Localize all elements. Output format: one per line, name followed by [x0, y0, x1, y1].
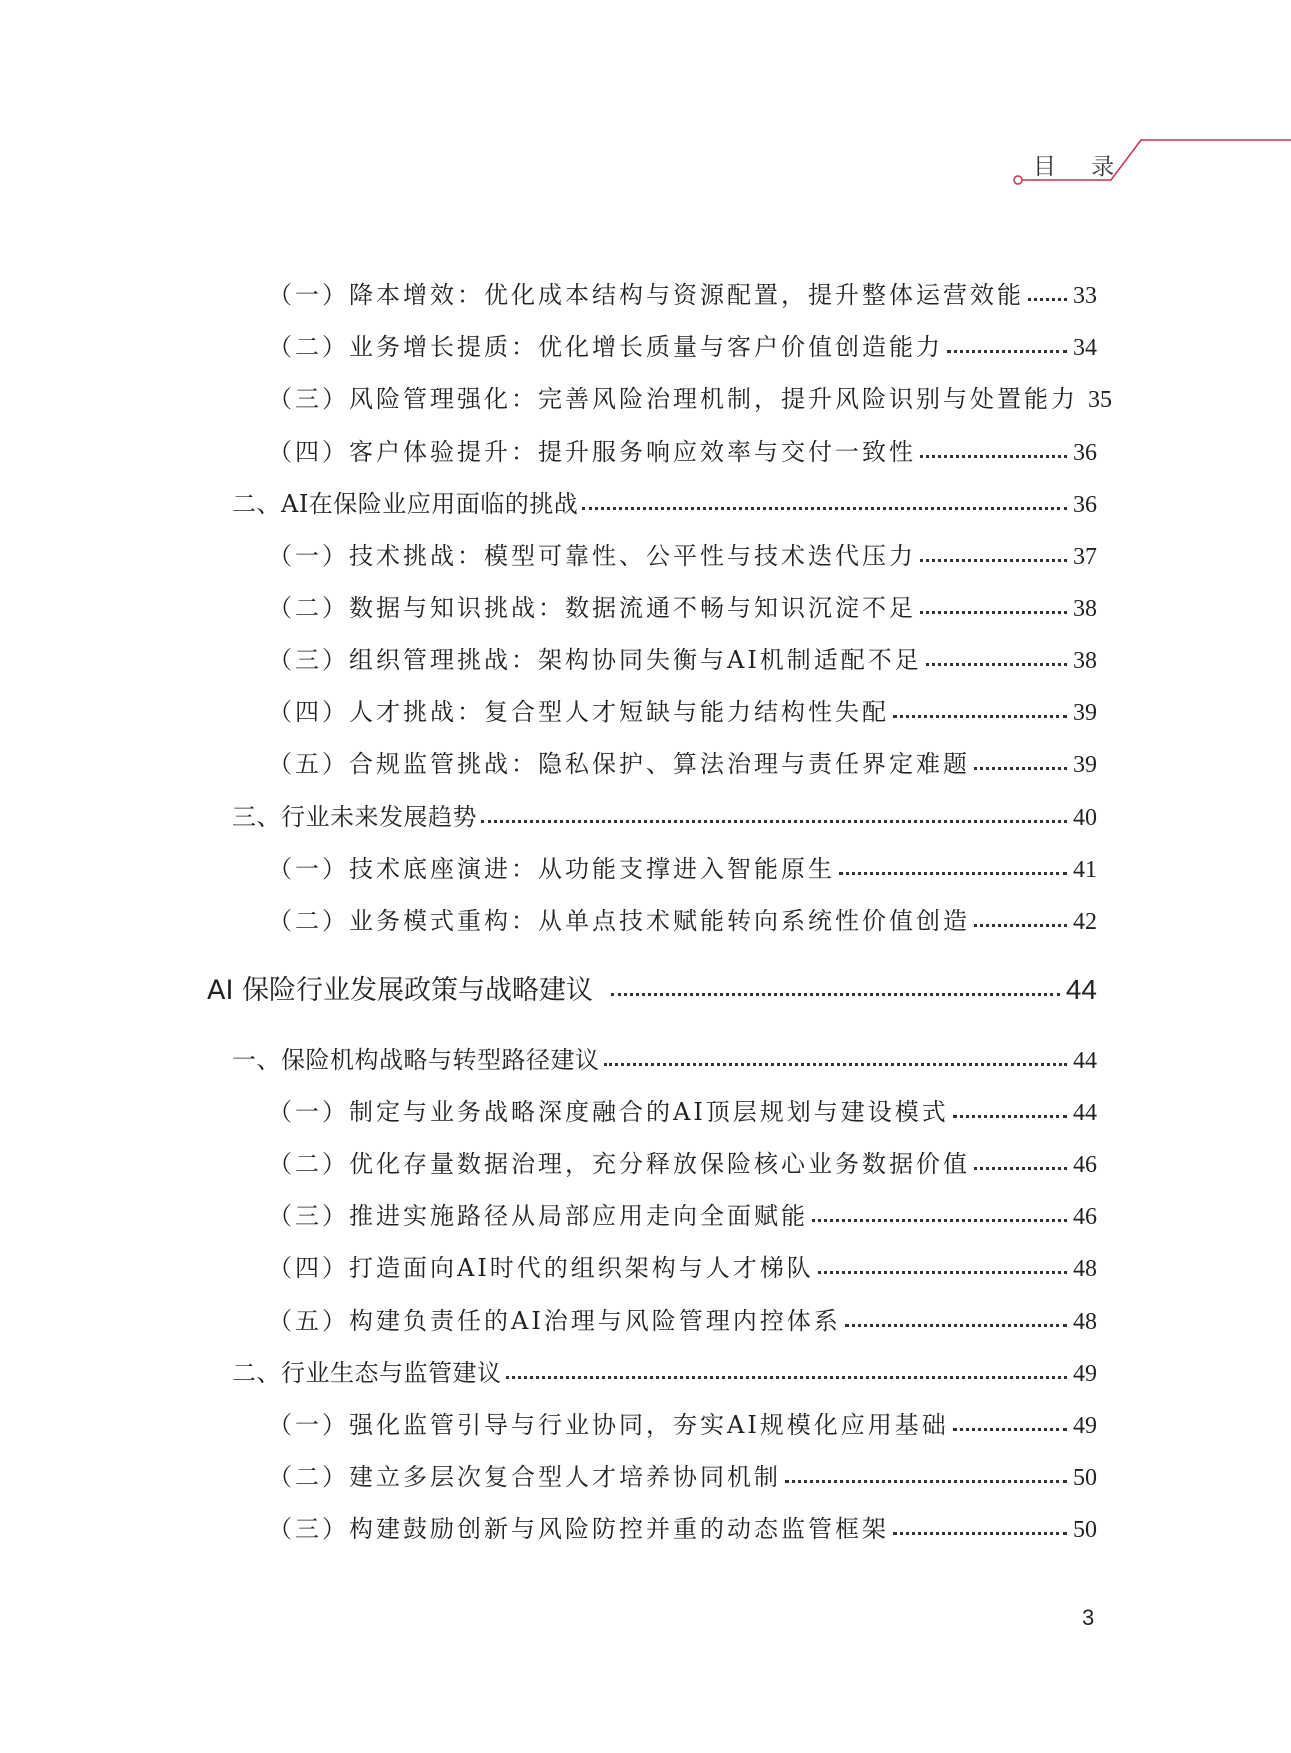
dot-leader: [974, 1167, 1067, 1170]
toc-page-number: 44: [1073, 1100, 1097, 1126]
toc-entry-title: （五）构建负责任的AI治理与风险管理内控体系: [268, 1307, 841, 1335]
toc-subsection[interactable]: [268, 697, 1097, 728]
toc-entry-title: （二）数据与知识挑战：数据流通不畅与知识沉淀不足: [268, 594, 916, 622]
toc-subsection[interactable]: [268, 854, 1097, 885]
dot-leader: [611, 993, 1060, 996]
dot-leader: [974, 924, 1067, 927]
toc-subsection[interactable]: [268, 749, 1097, 780]
toc-subsection[interactable]: [268, 645, 1097, 676]
toc-page-number: 50: [1073, 1517, 1097, 1543]
toc-subsection[interactable]: [268, 593, 1097, 624]
dot-leader: [893, 1532, 1067, 1535]
toc-chapter[interactable]: [207, 975, 1097, 1006]
header-title: 目 录: [1033, 154, 1129, 180]
toc-page-number: 38: [1073, 648, 1097, 674]
toc-subsection[interactable]: [268, 1097, 1097, 1128]
dot-leader: [812, 1219, 1067, 1222]
toc-subsection[interactable]: [268, 332, 1097, 363]
toc-entry-title: （二）优化存量数据治理，充分释放保险核心业务数据价值: [268, 1150, 970, 1178]
toc-page-number: 39: [1073, 700, 1097, 726]
dot-leader: [1028, 298, 1067, 301]
toc-entry-title: （三）组织管理挑战：架构协同失衡与AI机制适配不足: [268, 646, 922, 674]
dot-leader: [582, 507, 1067, 510]
toc-page-number: 34: [1073, 335, 1097, 361]
toc-entry-title: （二）业务增长提质：优化增长质量与客户价值创造能力: [268, 333, 943, 361]
toc-entry-title: （三）风险管理强化：完善风险治理机制，提升风险识别与处置能力: [268, 385, 1078, 413]
toc-entry-title: （五）合规监管挑战：隐私保护、算法治理与责任界定难题: [268, 750, 970, 778]
toc-entry-title: （一）强化监管引导与行业协同，夯实AI规模化应用基础: [268, 1411, 949, 1439]
toc-section[interactable]: [232, 1045, 1097, 1076]
dot-leader: [506, 1376, 1068, 1379]
toc-entry-title: 三、行业未来发展趋势: [232, 803, 477, 831]
toc-entry-title: AI 保险行业发展政策与战略建议: [207, 975, 594, 1006]
page-number: 3: [1082, 1605, 1095, 1630]
toc-page-number: 44: [1065, 974, 1097, 1005]
toc-entry-title: （三）构建鼓励创新与风险防控并重的动态监管框架: [268, 1515, 889, 1543]
toc-subsection[interactable]: [268, 1410, 1097, 1441]
dot-leader: [974, 767, 1067, 770]
toc-page-number: 48: [1073, 1256, 1097, 1282]
toc-subsection[interactable]: [268, 906, 1097, 937]
toc-entry-title: （四）人才挑战：复合型人才短缺与能力结构性失配: [268, 698, 889, 726]
toc-page-number: 37: [1073, 544, 1097, 570]
toc-section[interactable]: [232, 802, 1097, 833]
dot-leader: [845, 1324, 1067, 1327]
toc-subsection[interactable]: [268, 280, 1097, 311]
dot-leader: [893, 715, 1067, 718]
toc-section[interactable]: [232, 489, 1097, 520]
dot-leader: [926, 663, 1067, 666]
dot-leader: [785, 1480, 1067, 1483]
toc-page-number: 50: [1073, 1465, 1097, 1491]
toc-entry-title: （二）业务模式重构：从单点技术赋能转向系统性价值创造: [268, 907, 970, 935]
toc-page-number: 42: [1073, 909, 1097, 935]
dot-leader: [953, 1428, 1067, 1431]
toc-entry-title: （四）客户体验提升：提升服务响应效率与交付一致性: [268, 438, 916, 466]
dot-leader: [839, 872, 1067, 875]
toc-page-number: 49: [1073, 1413, 1097, 1439]
toc-page-number: 35: [1088, 387, 1112, 413]
toc-page-number: 46: [1073, 1152, 1097, 1178]
toc-entry-title: （三）推进实施路径从局部应用走向全面赋能: [268, 1202, 808, 1230]
toc-subsection[interactable]: [268, 541, 1097, 572]
toc-page-number: 36: [1073, 492, 1097, 518]
toc-entry-title: （一）制定与业务战略深度融合的AI顶层规划与建设模式: [268, 1098, 949, 1126]
toc-subsection[interactable]: [268, 1462, 1097, 1493]
toc-page-number: 44: [1073, 1048, 1097, 1074]
dot-leader: [481, 820, 1067, 823]
toc-entry-title: 一、保险机构战略与转型路径建议: [232, 1046, 600, 1074]
dot-leader: [920, 611, 1067, 614]
toc-page-number: 33: [1073, 283, 1097, 309]
dot-leader: [818, 1271, 1067, 1274]
dot-leader: [604, 1063, 1068, 1066]
toc-section[interactable]: [232, 1358, 1097, 1389]
toc-subsection[interactable]: [268, 1201, 1097, 1232]
toc-page-number: 36: [1073, 440, 1097, 466]
toc-page-number: 49: [1073, 1361, 1097, 1387]
toc-page-number: 40: [1073, 805, 1097, 831]
toc-subsection[interactable]: [268, 1306, 1097, 1337]
toc-entry-title: （二）建立多层次复合型人才培养协同机制: [268, 1463, 781, 1491]
decoration-dot-icon: [1014, 176, 1022, 184]
dot-leader: [920, 559, 1067, 562]
toc-entry-title: （四）打造面向AI时代的组织架构与人才梯队: [268, 1254, 814, 1282]
dot-leader: [953, 1115, 1067, 1118]
toc-page-number: 39: [1073, 752, 1097, 778]
toc-entry-title: （一）技术挑战：模型可靠性、公平性与技术迭代压力: [268, 542, 916, 570]
toc-entry-title: （一）技术底座演进：从功能支撑进入智能原生: [268, 855, 835, 883]
toc-entry-title: （一）降本增效：优化成本结构与资源配置，提升整体运营效能: [268, 281, 1024, 309]
toc-page-number: 41: [1073, 857, 1097, 883]
toc-page-number: 38: [1073, 596, 1097, 622]
toc-subsection[interactable]: [268, 384, 1112, 415]
toc-subsection[interactable]: [268, 1149, 1097, 1180]
dot-leader: [947, 350, 1067, 353]
dot-leader: [920, 455, 1067, 458]
toc-subsection[interactable]: [268, 437, 1097, 468]
toc-subsection[interactable]: [268, 1253, 1097, 1284]
toc-page-number: 48: [1073, 1309, 1097, 1335]
toc-entry-title: 二、AI在保险业应用面临的挑战: [232, 490, 579, 518]
toc-subsection[interactable]: [268, 1514, 1097, 1545]
toc-page-number: 46: [1073, 1204, 1097, 1230]
toc-entry-title: 二、行业生态与监管建议: [232, 1359, 502, 1387]
